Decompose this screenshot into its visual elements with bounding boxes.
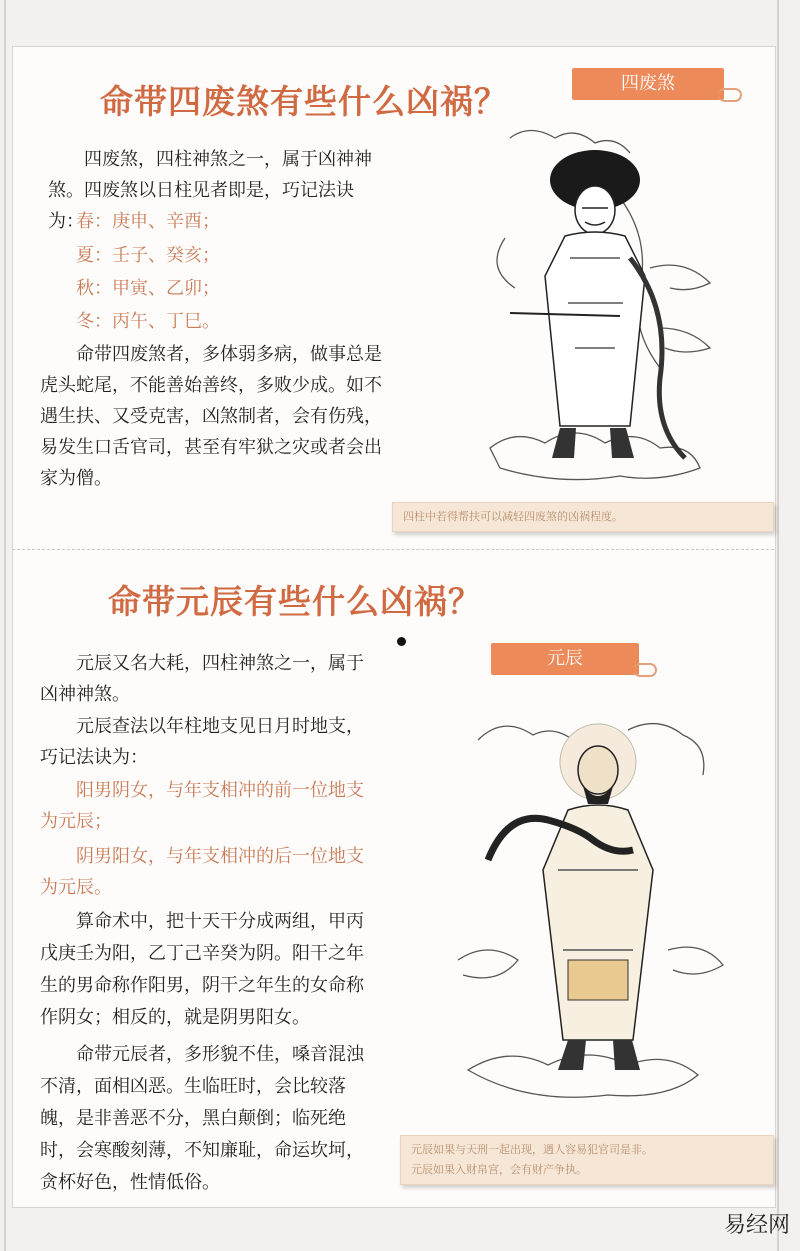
page-edge-right <box>777 0 779 1251</box>
section1-body: 命带四废煞者，多体弱多病，做事总是虎头蛇尾，不能善始善终，多败少成。如不遇生扶、又受克害，凶煞制者，会有伤残，易发生口舌官司，甚至有牢狱之灾或者会出家为僧。 <box>40 344 382 489</box>
site-watermark: 易经网 <box>723 1213 790 1238</box>
section2-tag: 元辰 <box>491 643 639 675</box>
section-divider <box>12 549 774 550</box>
section1-caption-text: 四柱中若得帮扶可以减轻四废煞的凶祸程度。 <box>403 510 623 523</box>
bullet-dot <box>397 637 406 646</box>
section1-rule-intro: 四废煞以日柱见者即是，巧记法诀为： <box>48 180 354 232</box>
deity-sword-illustration <box>470 118 740 498</box>
formula-summer: 夏：壬子、癸亥； <box>76 245 220 266</box>
section1-caption <box>392 502 774 532</box>
section2-caption-line1: 元辰如果与天刑一起出现，遇人容易犯官司是非。 <box>411 1143 653 1156</box>
page-edge-left <box>4 0 6 1251</box>
section2-caption <box>400 1135 774 1185</box>
formula-autumn: 秋：甲寅、乙卯； <box>76 278 220 299</box>
section2-intro: 元辰又名大耗，四柱神煞之一，属于凶神神煞。 <box>40 653 364 705</box>
section2-caption-line2: 元辰如果入财帛宫，会有财产争执。 <box>411 1163 587 1176</box>
section2-stems: 算命术中，把十天干分成两组，甲丙戊庚壬为阳，乙丁己辛癸为阴。阳干之年生的男命称作阳男，阴干之年生的女命称作阴女；相反的，就是阴男阳女。 <box>40 911 364 1028</box>
section2-body: 命带元辰者，多形貌不佳，嗓音混浊不清，面相凶恶。生临旺时，会比较落魄，是非善恶不分，黑白颠倒；临死绝时，会寒酸刻薄，不知廉耻，命运坎坷，贪杯好色，性情低俗。 <box>40 1044 364 1193</box>
section2-title: 命带元辰有些什么凶祸？ <box>108 582 482 621</box>
deity-snake-illustration <box>448 700 738 1120</box>
section1-intro: 四废煞，四柱神煞之一，属于凶神神煞。 <box>48 149 372 201</box>
section1-tag: 四废煞 <box>572 68 724 100</box>
section1-title: 命带四废煞有些什么凶祸？ <box>100 82 508 121</box>
section2-rule-intro: 元辰查法以年柱地支见日月时地支，巧记法诀为： <box>40 716 364 768</box>
formula-winter: 冬：丙午、丁巳。 <box>76 311 220 332</box>
formula-yin-male: 阴男阳女，与年支相冲的后一位地支为元辰。 <box>40 846 364 898</box>
formula-spring: 春：庚申、辛酉； <box>76 211 220 232</box>
formula-yang-male: 阳男阴女，与年支相冲的前一位地支为元辰； <box>40 780 364 832</box>
